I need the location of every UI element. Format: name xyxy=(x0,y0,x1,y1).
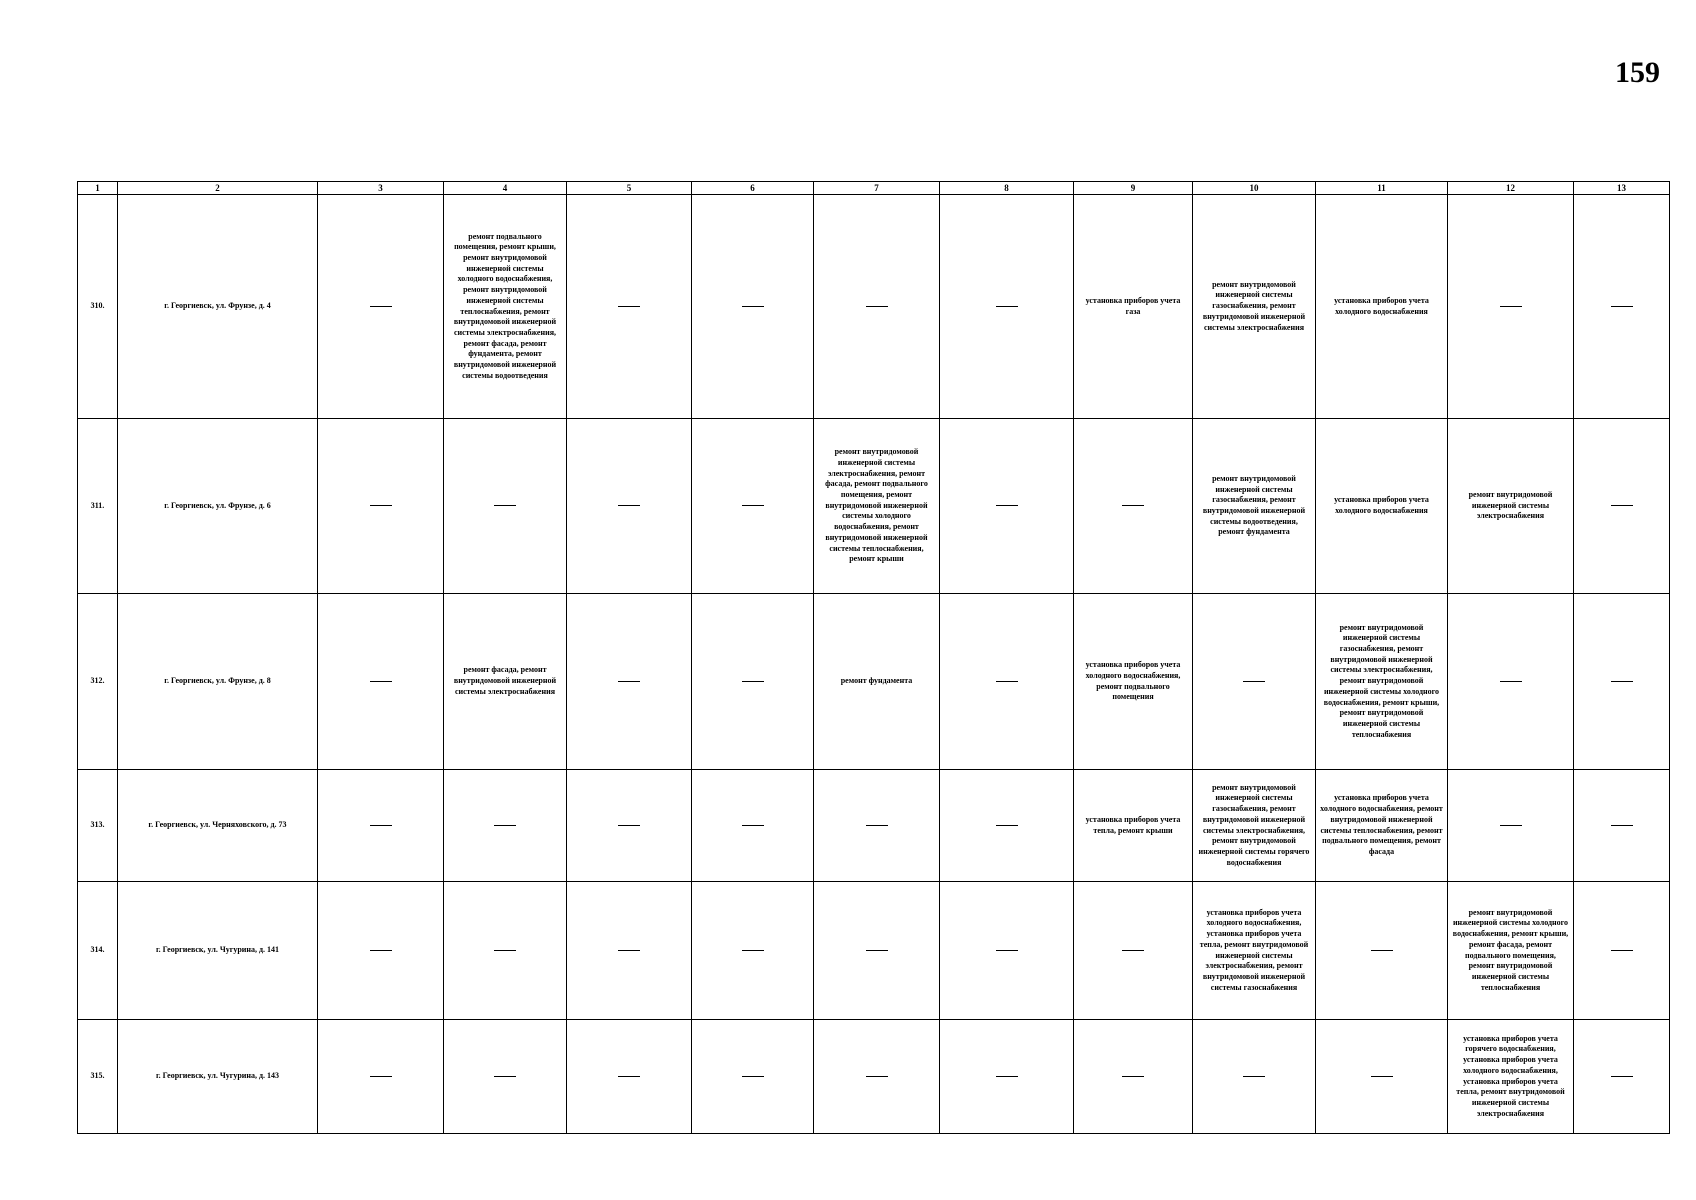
column-number: 9 xyxy=(1074,182,1193,195)
empty-cell xyxy=(1448,594,1574,770)
dash-mark xyxy=(1371,1076,1393,1077)
dash-mark xyxy=(618,505,640,506)
dash-mark xyxy=(1243,1076,1265,1077)
table-row xyxy=(78,882,1670,1020)
empty-cell xyxy=(940,195,1074,419)
empty-cell xyxy=(318,419,444,594)
dash-mark xyxy=(370,681,392,682)
dash-mark xyxy=(742,681,764,682)
repair-schedule-table xyxy=(77,181,1670,1134)
table-row xyxy=(78,419,1670,594)
dash-mark xyxy=(1611,950,1633,951)
row-number: 313. xyxy=(78,770,118,882)
row-number: 314. xyxy=(78,882,118,1020)
dash-mark xyxy=(370,950,392,951)
dash-mark xyxy=(996,825,1018,826)
address-cell: г. Георгиевск, ул. Фрунзе, д. 6 xyxy=(118,419,318,594)
empty-cell xyxy=(692,594,814,770)
dash-mark xyxy=(1611,505,1633,506)
row-number: 315. xyxy=(78,1020,118,1134)
empty-cell xyxy=(692,882,814,1020)
dash-mark xyxy=(1500,681,1522,682)
table-row xyxy=(78,770,1670,882)
dash-mark xyxy=(996,505,1018,506)
empty-cell xyxy=(318,594,444,770)
dash-mark xyxy=(866,950,888,951)
empty-cell xyxy=(1074,1020,1193,1134)
empty-cell xyxy=(1574,882,1670,1020)
empty-cell xyxy=(692,419,814,594)
empty-cell xyxy=(940,882,1074,1020)
address-cell: г. Георгиевск, ул. Черняховского, д. 73 xyxy=(118,770,318,882)
empty-cell xyxy=(1574,594,1670,770)
empty-cell xyxy=(692,1020,814,1134)
empty-cell xyxy=(1074,419,1193,594)
dash-mark xyxy=(742,306,764,307)
dash-mark xyxy=(618,681,640,682)
dash-mark xyxy=(866,825,888,826)
dash-mark xyxy=(1500,306,1522,307)
empty-cell xyxy=(567,882,692,1020)
empty-cell xyxy=(1316,1020,1448,1134)
work-description-cell: ремонт подвального помещения, ремонт крыши, ремонт внутридомовой инженерной системы холодного водоснабжения, ремонт внутридомовой инженерной системы теплоснабжения, ремонт внутридомовой инженерной системы электроснабжения, ремонт фасада, ремонт фундамента, ремонт внутридомовой инженерной системы водоотведения xyxy=(444,195,567,419)
dash-mark xyxy=(1122,505,1144,506)
column-number: 7 xyxy=(814,182,940,195)
dash-mark xyxy=(1500,825,1522,826)
table-row xyxy=(78,1020,1670,1134)
address-cell: г. Георгиевск, ул. Фрунзе, д. 4 xyxy=(118,195,318,419)
dash-mark xyxy=(618,825,640,826)
dash-mark xyxy=(742,950,764,951)
dash-mark xyxy=(370,306,392,307)
column-number: 8 xyxy=(940,182,1074,195)
column-number: 3 xyxy=(318,182,444,195)
column-number: 13 xyxy=(1574,182,1670,195)
empty-cell xyxy=(567,195,692,419)
work-description-cell: установка приборов учета холодного водоснабжения, ремонт внутридомовой инженерной системы теплоснабжения, ремонт подвального помещения, ремонт фасада xyxy=(1316,770,1448,882)
dash-mark xyxy=(742,1076,764,1077)
work-description-cell: установка приборов учета холодного водоснабжения, установка приборов учета тепла, ремонт внутридомовой инженерной системы электроснабжения, ремонт внутридомовой инженерной системы газоснабжения xyxy=(1193,882,1316,1020)
empty-cell xyxy=(692,195,814,419)
dash-mark xyxy=(494,825,516,826)
work-description-cell: ремонт внутридомовой инженерной системы газоснабжения, ремонт внутридомовой инженерной системы водоотведения, ремонт фундамента xyxy=(1193,419,1316,594)
column-number: 6 xyxy=(692,182,814,195)
empty-cell xyxy=(814,1020,940,1134)
dash-mark xyxy=(1611,1076,1633,1077)
empty-cell xyxy=(444,882,567,1020)
empty-cell xyxy=(318,770,444,882)
empty-cell xyxy=(567,770,692,882)
empty-cell xyxy=(318,1020,444,1134)
table-body xyxy=(78,195,1670,1134)
dash-mark xyxy=(996,950,1018,951)
work-description-cell: ремонт фундамента xyxy=(814,594,940,770)
empty-cell xyxy=(814,195,940,419)
dash-mark xyxy=(996,681,1018,682)
row-number: 311. xyxy=(78,419,118,594)
column-number: 5 xyxy=(567,182,692,195)
empty-cell xyxy=(318,195,444,419)
dash-mark xyxy=(742,825,764,826)
dash-mark xyxy=(494,950,516,951)
dash-mark xyxy=(494,1076,516,1077)
address-cell: г. Георгиевск, ул. Чугурина, д. 141 xyxy=(118,882,318,1020)
work-description-cell: установка приборов учета тепла, ремонт крыши xyxy=(1074,770,1193,882)
dash-mark xyxy=(618,950,640,951)
column-number: 11 xyxy=(1316,182,1448,195)
empty-cell xyxy=(1316,882,1448,1020)
work-description-cell: установка приборов учета холодного водоснабжения xyxy=(1316,419,1448,594)
dash-mark xyxy=(370,1076,392,1077)
empty-cell xyxy=(1193,1020,1316,1134)
empty-cell xyxy=(1448,770,1574,882)
dash-mark xyxy=(618,1076,640,1077)
column-number-row xyxy=(78,182,1670,195)
work-description-cell: установка приборов учета газа xyxy=(1074,195,1193,419)
table-row xyxy=(78,594,1670,770)
empty-cell xyxy=(444,770,567,882)
column-number: 1 xyxy=(78,182,118,195)
dash-mark xyxy=(996,1076,1018,1077)
row-number: 310. xyxy=(78,195,118,419)
empty-cell xyxy=(814,882,940,1020)
dash-mark xyxy=(1611,306,1633,307)
address-cell: г. Георгиевск, ул. Чугурина, д. 143 xyxy=(118,1020,318,1134)
work-description-cell: ремонт внутридомовой инженерной системы электроснабжения, ремонт фасада, ремонт подвального помещения, ремонт внутридомовой инженерной системы холодного водоснабжения, ремонт внутридомовой инженерной системы теплоснабжения, ремонт крыши xyxy=(814,419,940,594)
empty-cell xyxy=(1074,882,1193,1020)
dash-mark xyxy=(996,306,1018,307)
column-number: 10 xyxy=(1193,182,1316,195)
empty-cell xyxy=(940,770,1074,882)
dash-mark xyxy=(1611,681,1633,682)
dash-mark xyxy=(742,505,764,506)
work-description-cell: ремонт внутридомовой инженерной системы газоснабжения, ремонт внутридомовой инженерной системы электроснабжения xyxy=(1193,195,1316,419)
table-row xyxy=(78,195,1670,419)
empty-cell xyxy=(567,1020,692,1134)
work-description-cell: ремонт внутридомовой инженерной системы газоснабжения, ремонт внутридомовой инженерной системы электроснабжения, ремонт внутридомовой инженерной системы горячего водоснабжения xyxy=(1193,770,1316,882)
row-number: 312. xyxy=(78,594,118,770)
empty-cell xyxy=(1574,195,1670,419)
page-number: 159 xyxy=(1615,56,1660,89)
empty-cell xyxy=(567,594,692,770)
empty-cell xyxy=(814,770,940,882)
dash-mark xyxy=(1611,825,1633,826)
empty-cell xyxy=(318,882,444,1020)
column-number: 2 xyxy=(118,182,318,195)
work-description-cell: ремонт внутридомовой инженерной системы газоснабжения, ремонт внутридомовой инженерной системы электроснабжения, ремонт внутридомовой инженерной системы холодного водоснабжения, ремонт крыши, ремонт внутридомовой инженерной системы теплоснабжения xyxy=(1316,594,1448,770)
work-description-cell: установка приборов учета холодного водоснабжения, ремонт подвального помещения xyxy=(1074,594,1193,770)
empty-cell xyxy=(692,770,814,882)
empty-cell xyxy=(567,419,692,594)
empty-cell xyxy=(1574,770,1670,882)
dash-mark xyxy=(1243,681,1265,682)
work-description-cell: ремонт внутридомовой инженерной системы холодного водоснабжения, ремонт крыши, ремонт фасада, ремонт подвального помещения, ремонт внутридомовой инженерной системы теплоснабжения xyxy=(1448,882,1574,1020)
dash-mark xyxy=(370,505,392,506)
dash-mark xyxy=(494,505,516,506)
work-description-cell: ремонт внутридомовой инженерной системы электроснабжения xyxy=(1448,419,1574,594)
empty-cell xyxy=(940,594,1074,770)
empty-cell xyxy=(940,419,1074,594)
empty-cell xyxy=(940,1020,1074,1134)
column-number: 4 xyxy=(444,182,567,195)
dash-mark xyxy=(866,1076,888,1077)
address-cell: г. Георгиевск, ул. Фрунзе, д. 8 xyxy=(118,594,318,770)
column-number: 12 xyxy=(1448,182,1574,195)
dash-mark xyxy=(866,306,888,307)
dash-mark xyxy=(1371,950,1393,951)
empty-cell xyxy=(444,419,567,594)
work-description-cell: ремонт фасада, ремонт внутридомовой инженерной системы электроснабжения xyxy=(444,594,567,770)
empty-cell xyxy=(1574,1020,1670,1134)
dash-mark xyxy=(1122,950,1144,951)
empty-cell xyxy=(1574,419,1670,594)
empty-cell xyxy=(1448,195,1574,419)
work-description-cell: установка приборов учета горячего водоснабжения, установка приборов учета холодного водоснабжения, установка приборов учета тепла, ремонт внутридомовой инженерной системы электроснабжения xyxy=(1448,1020,1574,1134)
empty-cell xyxy=(1193,594,1316,770)
empty-cell xyxy=(444,1020,567,1134)
dash-mark xyxy=(370,825,392,826)
dash-mark xyxy=(618,306,640,307)
dash-mark xyxy=(1122,1076,1144,1077)
work-description-cell: установка приборов учета холодного водоснабжения xyxy=(1316,195,1448,419)
